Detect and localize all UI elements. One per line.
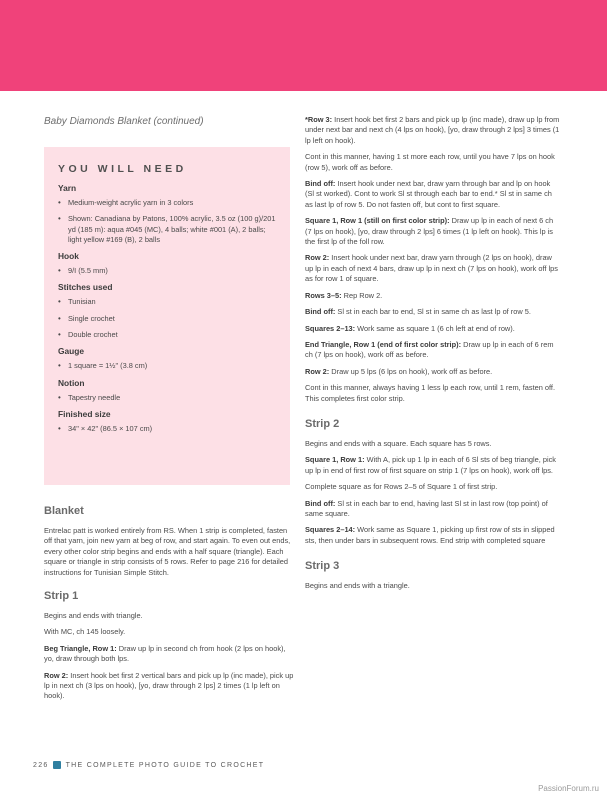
instruction-label: *Row 3: [305,115,333,124]
instruction-paragraph [44,671,294,702]
instruction-label: Squares 2–14: [305,525,356,535]
instruction-text: Insert hook bet first 2 bars and pick up lp (inc made), draw up lp from under next bar and next ch (4 lps on hook), [yo, draw through 2 lps] 3 times (1 lp left on hook). [305,115,560,145]
instruction-paragraph [305,253,560,284]
needs-heading-gauge: Gauge [58,346,85,357]
section-heading-blanket: Blanket [44,505,84,517]
instruction-text: Insert hook bet first 2 vertical bars and pick up lp (inc made), pick up lp in next ch (3 lps on hook), [yo, draw through 2 lps] 2 times (1 lp left on hook). [44,670,294,701]
needs-item: • Single crochet [58,314,276,324]
instruction-paragraph [305,216,560,247]
needs-item: • 9/I (5.5 mm) [58,266,276,276]
needs-heading-stitches: Stitches used [58,282,113,293]
paragraph: Complete square as for Rows 2–5 of Square 1 of first strip. [305,482,498,492]
instruction-text: Insert hook under next bar, draw yarn through (2 lps on hook), draw up lp in each of next 4 bars, draw up lp in next ch (7 lps on hook), work off lps as for row 1 of square. [305,253,558,284]
page-footer [33,761,264,769]
instruction-label: Bind off: [305,307,336,317]
watermark: PassionForum.ru [538,784,599,793]
instruction-label: Row 2: [44,670,69,680]
paragraph: With MC, ch 145 loosely. [44,627,126,637]
paragraph: Begins and ends with a triangle. [305,581,410,591]
needs-item: • Shown: Canadiana by Patons, 100% acrylic, 3.5 oz (100 g)/201 yd (185 m): aqua #045 (MC), 4 balls; white #001 (A), 2 balls; light yellow #169 (B), 2 balls [58,214,276,245]
instruction-text: Sl st in each bar to end, Sl st in same ch as last lp of row 5. [335,307,531,317]
instruction-label: Square 1, Row 1: [305,455,365,465]
instruction-text: With A, pick up 1 lp in each of 6 Sl sts of beg triangle, pick up lp in end of first row of first square on strip 1 (7 lps on hook), work off lps. [305,455,556,475]
instruction-paragraph [305,324,560,334]
instruction-label: Row 2: [305,366,330,376]
running-head: Baby Diamonds Blanket (continued) [44,116,204,127]
instruction-label: Row 2: [305,253,330,263]
paragraph: Entrelac patt is worked entirely from RS. When 1 strip is completed, fasten off that yarn, join new yarn at beg of row, and start again. To even out ends, every other color strip begins and ends with a half square (triangle). Each square or triangle in strip consists of 5 rows. Refer to page 216 for detailed instructions for Tunisian Simple Stitch. [44,526,291,577]
needs-item: • Tapestry needle [58,393,276,403]
instruction-paragraph [44,644,294,665]
instruction-text: Draw up lp in second ch from hook (2 lps on hook), yo, draw through both lps. [44,643,286,664]
instruction-text: Insert hook under next bar, draw yarn through bar and lp on hook (Sl st worked). Cont to work Sl st through each bar to end.* Sl st in same ch as last lp of row 5. Do not fasten off, but cont to first square. [305,179,552,209]
instruction-paragraph [305,179,560,210]
instruction-paragraph [305,455,560,476]
needs-item: • Medium-weight acrylic yarn in 3 colors [58,198,276,208]
needs-heading-yarn: Yarn [58,183,77,193]
needs-item: • 1 square = 1½" (3.8 cm) [58,361,276,371]
needs-heading-hook: Hook [58,251,79,262]
book-title: THE COMPLETE PHOTO GUIDE TO CROCHET [65,761,265,769]
instruction-text: Draw up lp in each of next 6 ch (7 lps on hook), [yo, draw through 2 lps] 6 times (1 lp left on hook). This lp is the first lp of the foll row. [305,216,554,247]
instruction-text: Draw up lp in each of 6 rem ch (7 lps on hook), work off as before. [305,339,554,360]
you-will-need-title: YOU WILL NEED [58,163,187,175]
paragraph: Begins and ends with a square. Each square has 5 rows. [305,438,492,448]
instruction-paragraph [305,307,560,317]
right-column [305,115,560,598]
section-heading-strip-3: Strip 3 [305,560,340,573]
instruction-paragraph [305,367,560,377]
instruction-text: Sl st in each bar to end, having last Sl st in last row (top point) of same square. [305,498,548,518]
instruction-label: End Triangle, Row 1 (end of first color strip): [305,339,462,349]
paragraph: Begins and ends with triangle. [44,611,143,621]
instruction-label: Squares 2–13: [305,323,356,333]
section-heading-strip-2: Strip 2 [305,417,340,430]
needs-heading-finished-size: Finished size [58,408,111,419]
paragraph: Cont in this manner, having 1 st more each row, until you have 7 lps on hook (row 5), work off as before. [305,152,555,172]
instruction-label: Beg Triangle, Row 1: [44,643,117,653]
instruction-label: Bind off: [305,179,336,189]
paragraph: Cont in this manner, always having 1 less lp each row, until 1 rem, fasten off. This completes first color strip. [305,383,556,403]
page-number: 226 [33,761,49,769]
left-column [44,505,294,708]
header-color-band [0,0,607,91]
instruction-text: Work same as square 1 (6 ch left at end of row). [355,323,515,333]
instruction-paragraph [305,525,560,546]
section-heading-strip-1: Strip 1 [44,590,79,603]
instruction-label: Rows 3–5: [305,290,342,300]
instruction-paragraph [305,115,560,146]
needs-item: • Double crochet [58,330,276,340]
instruction-label: Square 1, Row 1 (still on first color strip): [305,216,450,226]
needs-item: • Tunisian [58,297,276,307]
book-logo-icon [53,761,61,769]
instruction-paragraph [305,499,560,520]
instruction-paragraph [305,340,560,361]
needs-item: • 34" × 42" (86.5 × 107 cm) [58,424,276,434]
instruction-text: Work same as Square 1, picking up first row of sts in slipped sts, then under bars in subsequent rows. End strip with completed square [305,525,555,545]
instruction-paragraph [305,291,560,301]
you-will-need-box [44,147,290,485]
needs-heading-notion: Notion [58,377,85,388]
instruction-label: Bind off: [305,498,336,508]
instruction-text: Rep Row 2. [341,290,383,300]
instruction-text: Draw up 5 lps (6 lps on hook), work off as before. [329,366,493,376]
